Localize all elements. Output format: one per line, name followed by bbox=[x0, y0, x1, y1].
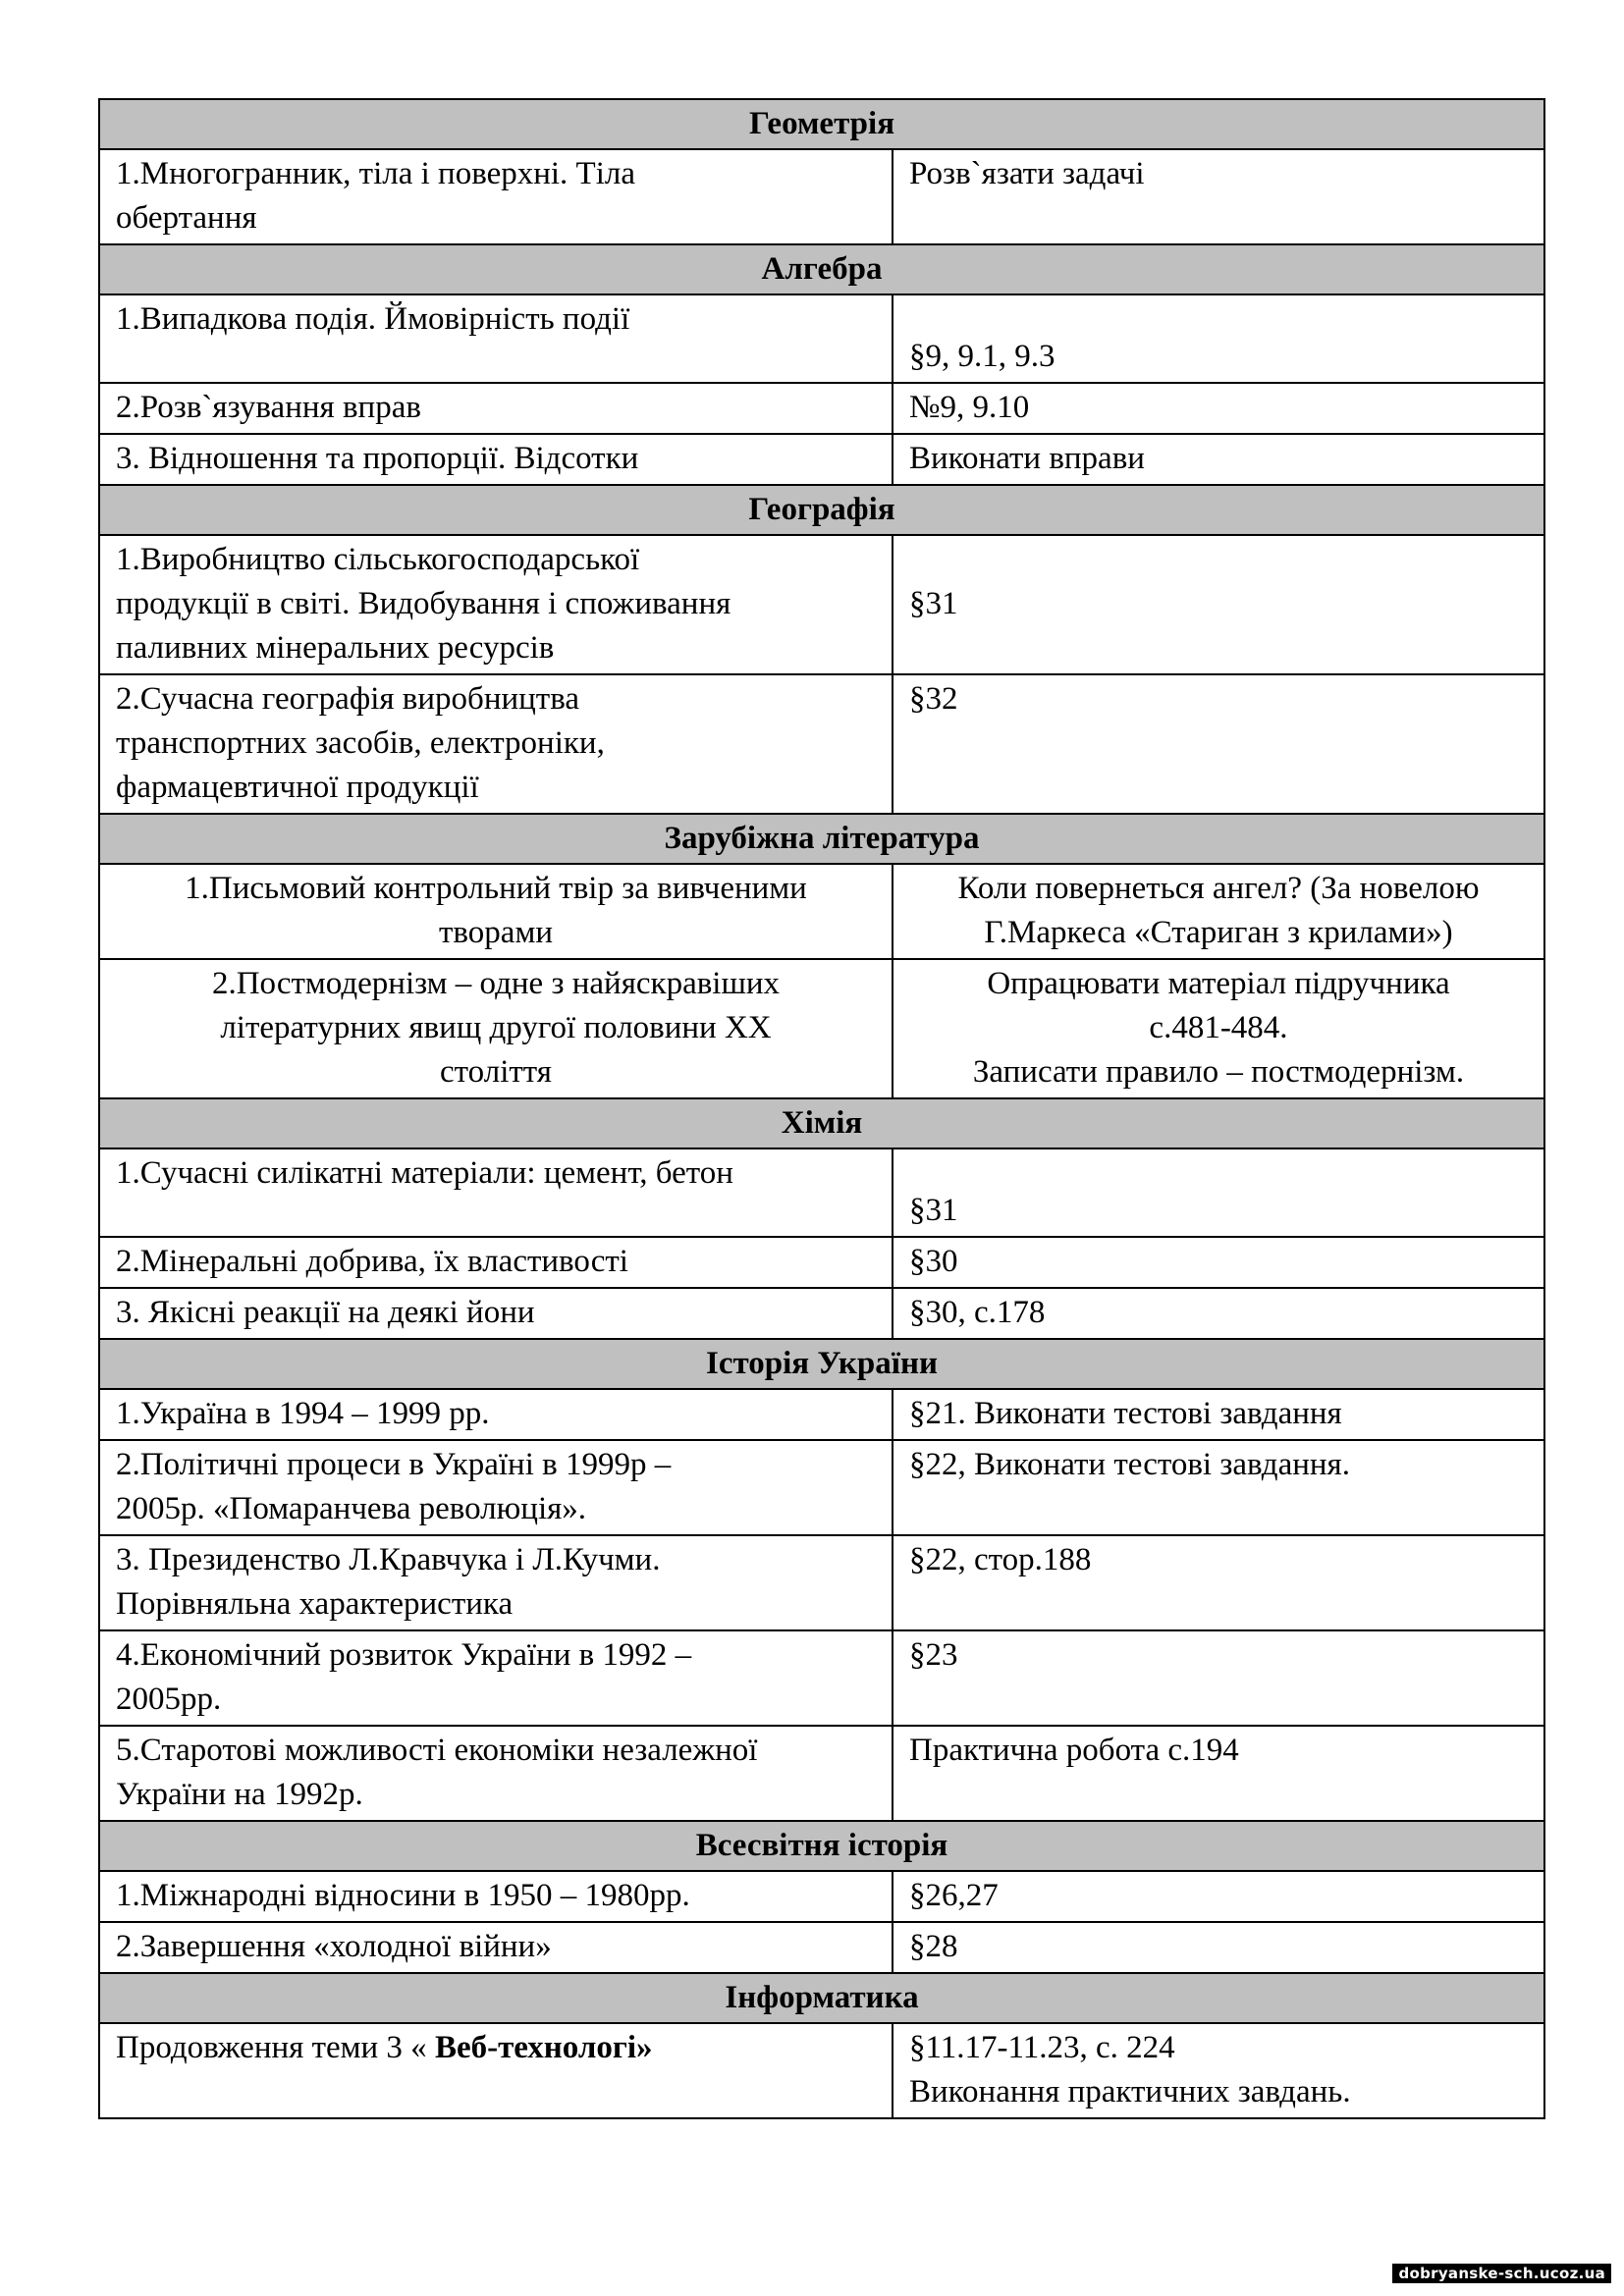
cell-line: §11.17-11.23, с. 224 bbox=[909, 2030, 1175, 2065]
table-row bbox=[99, 383, 1544, 434]
topic-cell bbox=[99, 1535, 893, 1630]
table-row bbox=[99, 1535, 1544, 1630]
table-row bbox=[99, 434, 1544, 485]
cell-line: транспортних засобів, електроніки, bbox=[116, 725, 605, 761]
topic-cell bbox=[99, 535, 893, 674]
cell-line: 3. Якісні реакції на деякі йони bbox=[116, 1295, 535, 1330]
cell-line: 3. Президенство Л.Кравчука і Л.Кучми. bbox=[116, 1542, 661, 1577]
table-row bbox=[99, 1630, 1544, 1726]
cell-line: 2.Сучасна географія виробництва bbox=[116, 681, 580, 717]
cell-line: 2.Мінеральні добрива, їх властивості bbox=[116, 1244, 628, 1279]
task-cell bbox=[893, 434, 1544, 485]
topic-cell bbox=[99, 2023, 893, 2118]
cell-line: Виконати вправи bbox=[909, 441, 1145, 476]
topic-cell bbox=[99, 1389, 893, 1440]
subject-header-row bbox=[99, 1973, 1544, 2023]
topic-cell bbox=[99, 149, 893, 244]
table-row bbox=[99, 1440, 1544, 1535]
cell-line: паливних мінеральних ресурсів bbox=[116, 630, 555, 666]
topic-cell bbox=[99, 1237, 893, 1288]
subject-header-row bbox=[99, 485, 1544, 535]
topic-cell bbox=[99, 1630, 893, 1726]
task-cell bbox=[893, 1535, 1544, 1630]
table-row bbox=[99, 674, 1544, 814]
task-cell bbox=[893, 674, 1544, 814]
cell-line: 2.Розв`язування вправ bbox=[116, 390, 421, 425]
cell-line: 1.Многогранник, тіла і поверхні. Тіла bbox=[116, 156, 635, 191]
cell-line: §31 bbox=[909, 586, 958, 621]
cell-line: 3. Відношення та пропорції. Відсотки bbox=[116, 441, 639, 476]
cell-line: §21. Виконати тестові завдання bbox=[909, 1396, 1342, 1431]
cell-line: Практична робота с.194 bbox=[909, 1733, 1239, 1768]
topic-cell bbox=[99, 1288, 893, 1339]
table-row bbox=[99, 1148, 1544, 1237]
subject-header-row bbox=[99, 99, 1544, 149]
topic-cell bbox=[99, 1440, 893, 1535]
cell-line: століття bbox=[440, 1054, 552, 1090]
topic-cell bbox=[99, 294, 893, 383]
cell-line: 5.Старотові можливості економіки незалежної bbox=[116, 1733, 758, 1768]
task-cell bbox=[893, 294, 1544, 383]
subject-title: Інформатика bbox=[99, 1973, 1544, 2023]
cell-line: 1.Україна в 1994 – 1999 рр. bbox=[116, 1396, 490, 1431]
topic-cell bbox=[99, 1922, 893, 1973]
cell-line: продукції в світі. Видобування і споживання bbox=[116, 586, 731, 621]
cell-line: §28 bbox=[909, 1929, 958, 1964]
task-cell bbox=[893, 1726, 1544, 1821]
subject-header-row bbox=[99, 1098, 1544, 1148]
subject-title: Географія bbox=[99, 485, 1544, 535]
cell-line: 1.Міжнародні відносини в 1950 – 1980рр. bbox=[116, 1878, 690, 1913]
subject-title: Історія України bbox=[99, 1339, 1544, 1389]
cell-line: 1.Випадкова подія. Ймовірність події bbox=[116, 301, 630, 337]
subject-header-row bbox=[99, 1339, 1544, 1389]
subject-title: Геометрія bbox=[99, 99, 1544, 149]
cell-line: §22, стор.188 bbox=[909, 1542, 1092, 1577]
cell-line: Виконання практичних завдань. bbox=[909, 2074, 1351, 2109]
table-row bbox=[99, 1726, 1544, 1821]
cell-line: 2.Політичні процеси в Україні в 1999р – bbox=[116, 1447, 672, 1482]
cell-line: обертання bbox=[116, 200, 257, 236]
task-cell bbox=[893, 1148, 1544, 1237]
cell-line: §31 bbox=[909, 1193, 958, 1228]
subject-header-row bbox=[99, 1821, 1544, 1871]
schedule-table bbox=[98, 98, 1545, 2119]
cell-line: §22, Виконати тестові завдання. bbox=[909, 1447, 1350, 1482]
subject-title: Алгебра bbox=[99, 244, 1544, 294]
task-cell bbox=[893, 2023, 1544, 2118]
subject-title: Всесвітня історія bbox=[99, 1821, 1544, 1871]
table-row bbox=[99, 1237, 1544, 1288]
cell-line: Розв`язати задачі bbox=[909, 156, 1145, 191]
task-cell bbox=[893, 149, 1544, 244]
cell-line: Записати правило – постмодернізм. bbox=[972, 1054, 1465, 1090]
table-row bbox=[99, 2023, 1544, 2118]
task-cell bbox=[893, 1288, 1544, 1339]
cell-line: §30 bbox=[909, 1244, 958, 1279]
table-row bbox=[99, 1922, 1544, 1973]
cell-line: 2.Завершення «холодної війни» bbox=[116, 1929, 552, 1964]
topic-cell bbox=[99, 674, 893, 814]
table-row bbox=[99, 959, 1544, 1098]
cell-line: §32 bbox=[909, 681, 958, 717]
topic-cell bbox=[99, 959, 893, 1098]
table-row bbox=[99, 1288, 1544, 1339]
cell-line: 1.Сучасні силікатні матеріали: цемент, бетон bbox=[116, 1155, 733, 1191]
task-cell bbox=[893, 1237, 1544, 1288]
topic-cell bbox=[99, 864, 893, 959]
task-cell bbox=[893, 1389, 1544, 1440]
topic-cell bbox=[99, 1871, 893, 1922]
cell-line: 2005р. «Помаранчева революція». bbox=[116, 1491, 587, 1526]
task-cell bbox=[893, 535, 1544, 674]
topic-cell bbox=[99, 434, 893, 485]
subject-header-row bbox=[99, 244, 1544, 294]
topic-cell bbox=[99, 1148, 893, 1237]
table-row bbox=[99, 294, 1544, 383]
table-row bbox=[99, 535, 1544, 674]
cell-line: с.481-484. bbox=[1149, 1010, 1288, 1045]
task-cell bbox=[893, 864, 1544, 959]
cell-line: 1.Виробництво сільськогосподарської bbox=[116, 542, 640, 577]
cell-line: №9, 9.10 bbox=[909, 390, 1030, 425]
subject-header-row bbox=[99, 814, 1544, 864]
cell-line: 2.Постмодернізм – одне з найяскравіших bbox=[211, 966, 781, 1001]
table-row bbox=[99, 149, 1544, 244]
cell-line: §26,27 bbox=[909, 1878, 999, 1913]
task-cell bbox=[893, 1630, 1544, 1726]
table-row bbox=[99, 1389, 1544, 1440]
topic-cell bbox=[99, 383, 893, 434]
cell-line: Коли повернеться ангел? (За новелою bbox=[957, 871, 1480, 906]
task-cell bbox=[893, 1871, 1544, 1922]
table-row bbox=[99, 1871, 1544, 1922]
cell-line: України на 1992р. bbox=[116, 1777, 363, 1812]
cell-line: 4.Економічний розвиток України в 1992 – bbox=[116, 1637, 692, 1673]
topic-text: Продовження теми 3 « bbox=[116, 2030, 435, 2065]
cell-line: творами bbox=[439, 915, 553, 950]
cell-line: 2005рр. bbox=[116, 1682, 222, 1717]
subject-title: Зарубіжна література bbox=[99, 814, 1544, 864]
cell-line: фармацевтичної продукції bbox=[116, 770, 479, 805]
cell-line: Г.Маркеса «Стариган з крилами») bbox=[984, 915, 1453, 950]
cell-line: §9, 9.1, 9.3 bbox=[909, 339, 1056, 374]
table-row bbox=[99, 864, 1544, 959]
topic-bold-text: Веб-технологі» bbox=[434, 2030, 653, 2065]
site-watermark: dobryanske-sch.ucoz.ua bbox=[1392, 2264, 1611, 2283]
cell-line: §23 bbox=[909, 1637, 958, 1673]
cell-line: Порівняльна характеристика bbox=[116, 1586, 514, 1622]
task-cell bbox=[893, 1440, 1544, 1535]
task-cell bbox=[893, 383, 1544, 434]
topic-cell bbox=[99, 1726, 893, 1821]
subject-title: Хімія bbox=[99, 1098, 1544, 1148]
cell-line: літературних явищ другої половини ХХ bbox=[220, 1010, 772, 1045]
task-cell bbox=[893, 959, 1544, 1098]
cell-line: Опрацювати матеріал підручника bbox=[987, 966, 1450, 1001]
cell-line: 1.Письмовий контрольний твір за вивченими bbox=[185, 871, 807, 906]
task-cell bbox=[893, 1922, 1544, 1973]
cell-line: §30, с.178 bbox=[909, 1295, 1046, 1330]
